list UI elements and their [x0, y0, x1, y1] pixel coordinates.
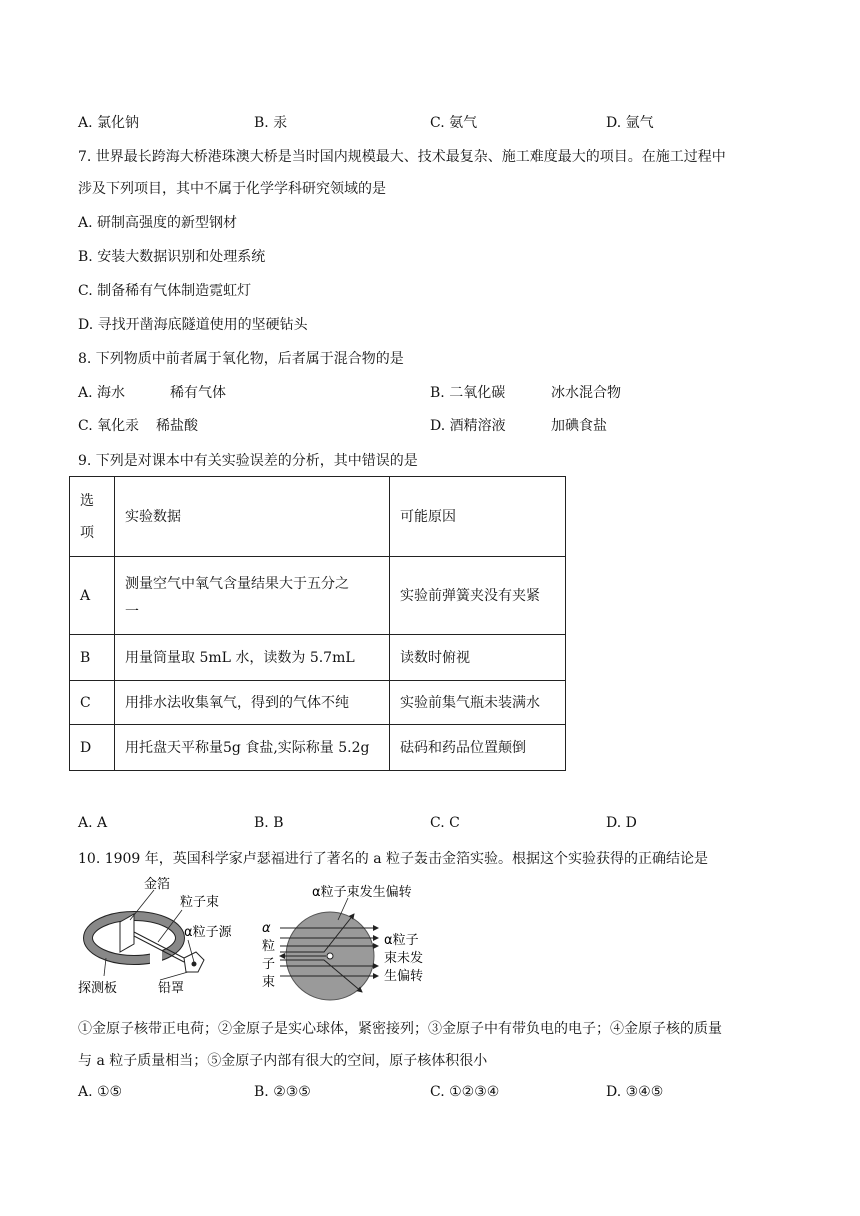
- label-particle-beam: 粒子束: [180, 895, 220, 910]
- q9-option-d: D. D: [606, 815, 637, 831]
- q9-option-b: B. B: [254, 815, 284, 831]
- q7-option-d: D. 寻找开凿海底隧道使用的坚硬钻头: [78, 317, 308, 333]
- table-header-row: [70, 477, 566, 557]
- q7-option-b: B. 安装大数据识别和处理系统: [78, 249, 266, 265]
- q8-option-b-first: B. 二氧化碳: [430, 385, 506, 401]
- q8-option-d-second: 加碘食盐: [551, 418, 607, 434]
- label-left-3: 子: [262, 957, 276, 972]
- header-reason-cell: 可能原因: [390, 477, 566, 557]
- q8-option-c-second: 稀盐酸: [156, 418, 198, 434]
- header-option-line2: 项: [80, 524, 94, 541]
- header-option-line1: 选: [80, 492, 94, 509]
- q8-option-a-first: A. 海水: [78, 385, 126, 401]
- q10-conclusion-line2: 与 a 粒子质量相当；⑤金原子内部有很大的空间，原子核体积很小: [78, 1053, 488, 1069]
- table-row: [70, 725, 566, 771]
- row-b-option: B: [70, 635, 115, 681]
- q8-option-a-second: 稀有气体: [170, 385, 226, 401]
- q10-option-d: D. ③④⑤: [606, 1084, 664, 1100]
- row-a-reason: 实验前弹簧夹没有夹紧: [390, 557, 566, 635]
- q8-option-d-first: D. 酒精溶液: [430, 418, 506, 434]
- q6-option-d: D. 氩气: [606, 115, 654, 131]
- q9-option-a: A. A: [78, 815, 108, 831]
- row-a-option: A: [70, 557, 115, 635]
- q8-stem: 8. 下列物质中前者属于氧化物，后者属于混合物的是: [78, 351, 404, 367]
- table-row: [70, 635, 566, 681]
- label-left-1: α: [262, 921, 271, 936]
- row-c-reason: 实验前集气瓶未装满水: [390, 681, 566, 725]
- q6-option-a: A. 氯化钠: [78, 115, 140, 131]
- row-d-data: 用托盘天平称量5g 食盐,实际称量 5.2g: [115, 725, 390, 771]
- table-row: [70, 681, 566, 725]
- q10-stem: 10. 1909 年，英国科学家卢瑟福进行了著名的 a 粒子轰击金箔实验。根据这个实验获得的正确结论是: [78, 851, 709, 867]
- label-left-2: 粒: [262, 939, 276, 954]
- row-b-reason: 读数时俯视: [390, 635, 566, 681]
- row-c-data: 用排水法收集氧气，得到的气体不纯: [115, 681, 390, 725]
- row-d-option: D: [70, 725, 115, 771]
- label-left-4: 束: [262, 975, 276, 990]
- header-option-cell: [70, 477, 115, 557]
- q7-option-a: A. 研制高强度的新型钢材: [78, 215, 238, 231]
- q10-option-c: C. ①②③④: [430, 1084, 500, 1100]
- q9-option-c: C. C: [430, 815, 460, 831]
- row-d-reason: 砝码和药品位置颠倒: [390, 725, 566, 771]
- alpha-source-dot: [192, 962, 197, 967]
- label-lead-shield: 铅罩: [158, 981, 185, 996]
- q7-option-c: C. 制备稀有气体制造霓虹灯: [78, 283, 252, 299]
- q9-stem: 9. 下列是对课本中有关实验误差的分析，其中错误的是: [78, 453, 418, 469]
- row-b-data: 用量筒量取 5mL 水，读数为 5.7mL: [115, 635, 390, 681]
- table-row: [70, 557, 566, 635]
- nucleus-icon: [327, 953, 333, 959]
- row-c-option: C: [70, 681, 115, 725]
- q7-stem-line1: 7. 世界最长跨海大桥港珠澳大桥是当时国内规模最大、技术最复杂、施工难度最大的项目。在施工过程中: [78, 149, 726, 165]
- rutherford-apparatus-figure: [76, 876, 246, 1000]
- q6-option-b: B. 汞: [254, 115, 288, 131]
- q9-table: [69, 476, 566, 771]
- label-deflected: α粒子束发生偏转: [312, 885, 412, 900]
- header-data-cell: 实验数据: [115, 477, 390, 557]
- label-gold-foil: 金箔: [144, 877, 171, 892]
- label-right-1: α粒子: [384, 933, 419, 948]
- alpha-scattering-figure: [258, 884, 442, 1006]
- q6-option-c: C. 氨气: [430, 115, 478, 131]
- label-alpha-source: α粒子源: [184, 925, 232, 940]
- row-a-data-line1: 测量空气中氧气含量结果大于五分之: [125, 575, 349, 592]
- row-a-data: [115, 557, 390, 635]
- q8-option-b-second: 冰水混合物: [551, 385, 621, 401]
- q10-option-a: A. ①⑤: [78, 1084, 123, 1100]
- q7-stem-line2: 涉及下列项目，其中不属于化学学科研究领域的是: [78, 181, 386, 197]
- label-right-2: 束未发: [384, 951, 424, 966]
- row-a-data-line2: 一: [125, 603, 139, 620]
- label-detector: 探测板: [78, 981, 118, 996]
- label-right-3: 生偏转: [384, 969, 424, 984]
- q8-option-c-first: C. 氧化汞: [78, 418, 140, 434]
- q10-conclusion-line1: ①金原子核带正电荷；②金原子是实心球体，紧密接列；③金原子中有带负电的电子；④金原子核的质量: [78, 1021, 722, 1037]
- q10-option-b: B. ②③⑤: [254, 1084, 311, 1100]
